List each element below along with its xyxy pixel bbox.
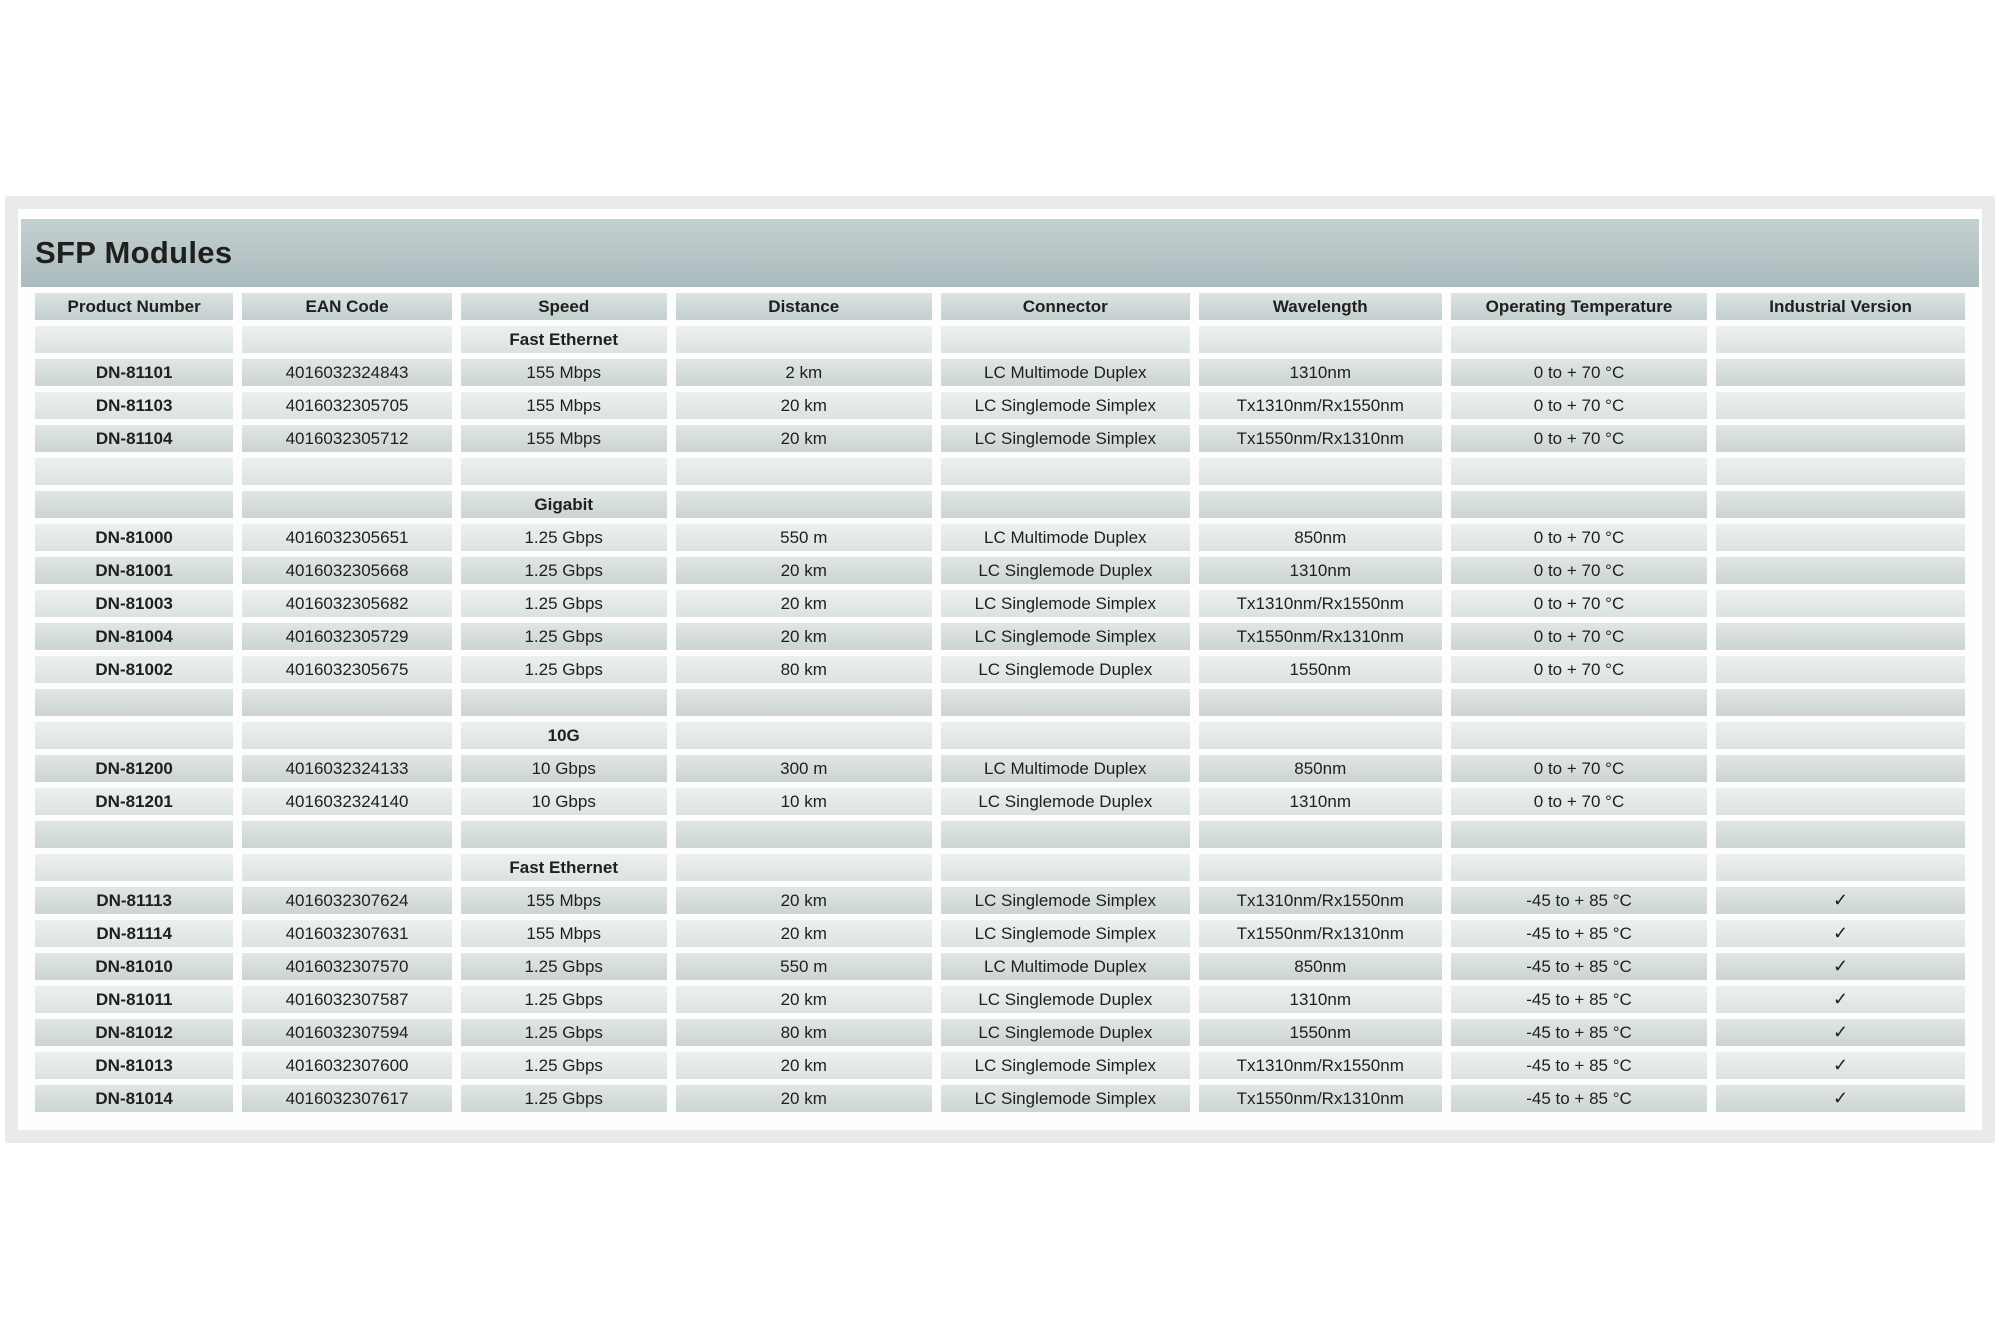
section-empty-cell — [242, 722, 452, 749]
cell-industrial-version — [1716, 788, 1965, 815]
cell-distance: 80 km — [676, 1019, 932, 1046]
cell-product-number: DN-81002 — [35, 656, 233, 683]
table-title-bar — [21, 219, 1979, 287]
section-empty-cell — [1199, 722, 1442, 749]
cell-product-number: DN-81003 — [35, 590, 233, 617]
cell-speed: 10 Gbps — [461, 788, 667, 815]
spacer-cell — [941, 458, 1190, 485]
check-icon: ✓ — [1833, 989, 1849, 1009]
column-header-speed: Speed — [461, 293, 667, 320]
cell-industrial-version — [1716, 392, 1965, 419]
spacer-cell — [676, 458, 932, 485]
cell-operating-temperature: 0 to + 70 °C — [1451, 392, 1707, 419]
cell-ean-code: 4016032307617 — [242, 1085, 452, 1112]
cell-product-number: DN-81013 — [35, 1052, 233, 1079]
cell-operating-temperature: -45 to + 85 °C — [1451, 887, 1707, 914]
section-row — [35, 491, 1965, 518]
cell-operating-temperature: 0 to + 70 °C — [1451, 590, 1707, 617]
cell-industrial-version — [1716, 1052, 1965, 1079]
check-icon: ✓ — [1833, 890, 1849, 910]
check-icon: ✓ — [1833, 956, 1849, 976]
column-header-wavelength: Wavelength — [1199, 293, 1442, 320]
cell-wavelength: Tx1310nm/Rx1550nm — [1199, 590, 1442, 617]
content-frame — [5, 196, 1995, 1143]
cell-connector: LC Singlemode Duplex — [941, 656, 1190, 683]
product-row — [35, 788, 1965, 815]
spacer-cell — [242, 821, 452, 848]
section-label: Gigabit — [461, 491, 667, 518]
check-icon: ✓ — [1833, 1022, 1849, 1042]
cell-connector: LC Singlemode Simplex — [941, 887, 1190, 914]
section-empty-cell — [1199, 326, 1442, 353]
cell-speed: 155 Mbps — [461, 392, 667, 419]
product-row — [35, 920, 1965, 947]
cell-industrial-version — [1716, 953, 1965, 980]
section-empty-cell — [941, 854, 1190, 881]
spacer-cell — [35, 821, 233, 848]
cell-distance: 20 km — [676, 1052, 932, 1079]
section-empty-cell — [941, 722, 1190, 749]
cell-connector: LC Singlemode Simplex — [941, 1052, 1190, 1079]
cell-distance: 20 km — [676, 1085, 932, 1112]
spacer-cell — [242, 689, 452, 716]
product-row — [35, 755, 1965, 782]
product-row — [35, 656, 1965, 683]
spacer-cell — [35, 458, 233, 485]
cell-speed: 1.25 Gbps — [461, 623, 667, 650]
cell-industrial-version — [1716, 524, 1965, 551]
cell-industrial-version — [1716, 1019, 1965, 1046]
product-row — [35, 623, 1965, 650]
cell-industrial-version — [1716, 887, 1965, 914]
column-header-connector: Connector — [941, 293, 1190, 320]
cell-wavelength: Tx1550nm/Rx1310nm — [1199, 920, 1442, 947]
section-empty-cell — [242, 326, 452, 353]
cell-connector: LC Singlemode Duplex — [941, 788, 1190, 815]
cell-industrial-version — [1716, 920, 1965, 947]
product-row — [35, 425, 1965, 452]
cell-ean-code: 4016032307570 — [242, 953, 452, 980]
section-empty-cell — [1451, 491, 1707, 518]
cell-distance: 550 m — [676, 524, 932, 551]
column-header-operating-temperature: Operating Temperature — [1451, 293, 1707, 320]
section-empty-cell — [1716, 491, 1965, 518]
section-empty-cell — [35, 722, 233, 749]
cell-ean-code: 4016032305705 — [242, 392, 452, 419]
section-empty-cell — [941, 326, 1190, 353]
cell-speed: 10 Gbps — [461, 755, 667, 782]
cell-distance: 10 km — [676, 788, 932, 815]
spacer-cell — [676, 821, 932, 848]
cell-connector: LC Singlemode Duplex — [941, 1019, 1190, 1046]
cell-wavelength: 1310nm — [1199, 557, 1442, 584]
section-empty-cell — [35, 491, 233, 518]
cell-operating-temperature: 0 to + 70 °C — [1451, 656, 1707, 683]
cell-distance: 2 km — [676, 359, 932, 386]
cell-ean-code: 4016032307624 — [242, 887, 452, 914]
spacer-cell — [1716, 821, 1965, 848]
cell-operating-temperature: -45 to + 85 °C — [1451, 986, 1707, 1013]
section-empty-cell — [1716, 854, 1965, 881]
cell-product-number: DN-81114 — [35, 920, 233, 947]
spacer-cell — [1716, 458, 1965, 485]
cell-industrial-version — [1716, 425, 1965, 452]
spacer-cell — [242, 458, 452, 485]
spacer-row — [35, 689, 1965, 716]
column-header-distance: Distance — [676, 293, 932, 320]
cell-speed: 1.25 Gbps — [461, 1052, 667, 1079]
cell-speed: 1.25 Gbps — [461, 986, 667, 1013]
cell-distance: 20 km — [676, 986, 932, 1013]
cell-wavelength: 1310nm — [1199, 788, 1442, 815]
product-row — [35, 359, 1965, 386]
cell-wavelength: 1550nm — [1199, 1019, 1442, 1046]
cell-distance: 20 km — [676, 623, 932, 650]
column-header-industrial-version: Industrial Version — [1716, 293, 1965, 320]
cell-product-number: DN-81010 — [35, 953, 233, 980]
section-empty-cell — [1716, 722, 1965, 749]
cell-product-number: DN-81113 — [35, 887, 233, 914]
column-header-product-number: Product Number — [35, 293, 233, 320]
cell-operating-temperature: 0 to + 70 °C — [1451, 425, 1707, 452]
cell-operating-temperature: -45 to + 85 °C — [1451, 920, 1707, 947]
cell-speed: 1.25 Gbps — [461, 590, 667, 617]
cell-speed: 1.25 Gbps — [461, 656, 667, 683]
section-row — [35, 854, 1965, 881]
section-empty-cell — [676, 722, 932, 749]
cell-distance: 80 km — [676, 656, 932, 683]
cell-wavelength: 850nm — [1199, 524, 1442, 551]
spacer-cell — [1451, 689, 1707, 716]
cell-industrial-version — [1716, 656, 1965, 683]
cell-operating-temperature: 0 to + 70 °C — [1451, 623, 1707, 650]
cell-product-number: DN-81012 — [35, 1019, 233, 1046]
cell-ean-code: 4016032324140 — [242, 788, 452, 815]
cell-connector: LC Singlemode Simplex — [941, 590, 1190, 617]
cell-industrial-version — [1716, 986, 1965, 1013]
spacer-cell — [461, 821, 667, 848]
cell-distance: 20 km — [676, 557, 932, 584]
section-empty-cell — [1451, 854, 1707, 881]
table-title: SFP Modules — [35, 235, 233, 270]
spacer-cell — [461, 689, 667, 716]
spacer-cell — [1199, 458, 1442, 485]
cell-speed: 1.25 Gbps — [461, 1019, 667, 1046]
section-empty-cell — [1716, 326, 1965, 353]
cell-product-number: DN-81001 — [35, 557, 233, 584]
table-header — [35, 293, 1965, 320]
spacer-cell — [1199, 821, 1442, 848]
cell-speed: 155 Mbps — [461, 425, 667, 452]
cell-wavelength: 850nm — [1199, 953, 1442, 980]
cell-industrial-version — [1716, 359, 1965, 386]
cell-distance: 550 m — [676, 953, 932, 980]
cell-operating-temperature: -45 to + 85 °C — [1451, 1019, 1707, 1046]
cell-connector: LC Singlemode Simplex — [941, 425, 1190, 452]
cell-speed: 155 Mbps — [461, 920, 667, 947]
cell-speed: 155 Mbps — [461, 887, 667, 914]
cell-wavelength: 1310nm — [1199, 359, 1442, 386]
cell-wavelength: 1550nm — [1199, 656, 1442, 683]
spacer-cell — [941, 821, 1190, 848]
product-row — [35, 392, 1965, 419]
section-empty-cell — [941, 491, 1190, 518]
cell-distance: 20 km — [676, 590, 932, 617]
product-row — [35, 557, 1965, 584]
cell-industrial-version — [1716, 590, 1965, 617]
table-body — [35, 326, 1965, 1112]
cell-connector: LC Multimode Duplex — [941, 953, 1190, 980]
cell-wavelength: Tx1310nm/Rx1550nm — [1199, 392, 1442, 419]
cell-ean-code: 4016032324843 — [242, 359, 452, 386]
product-row — [35, 1019, 1965, 1046]
spacer-cell — [941, 689, 1190, 716]
cell-ean-code: 4016032305651 — [242, 524, 452, 551]
cell-connector: LC Singlemode Simplex — [941, 920, 1190, 947]
cell-ean-code: 4016032305712 — [242, 425, 452, 452]
cell-connector: LC Singlemode Simplex — [941, 392, 1190, 419]
cell-operating-temperature: -45 to + 85 °C — [1451, 1085, 1707, 1112]
spacer-cell — [1451, 821, 1707, 848]
product-row — [35, 524, 1965, 551]
cell-industrial-version — [1716, 1085, 1965, 1112]
cell-wavelength: 1310nm — [1199, 986, 1442, 1013]
section-empty-cell — [35, 326, 233, 353]
cell-wavelength: Tx1310nm/Rx1550nm — [1199, 1052, 1442, 1079]
section-empty-cell — [35, 854, 233, 881]
cell-distance: 20 km — [676, 920, 932, 947]
spacer-cell — [1716, 689, 1965, 716]
column-header-ean-code: EAN Code — [242, 293, 452, 320]
cell-industrial-version — [1716, 557, 1965, 584]
cell-connector: LC Singlemode Simplex — [941, 1085, 1190, 1112]
cell-ean-code: 4016032324133 — [242, 755, 452, 782]
section-label: 10G — [461, 722, 667, 749]
cell-product-number: DN-81103 — [35, 392, 233, 419]
cell-connector: LC Multimode Duplex — [941, 359, 1190, 386]
cell-industrial-version — [1716, 755, 1965, 782]
cell-speed: 1.25 Gbps — [461, 557, 667, 584]
cell-ean-code: 4016032307594 — [242, 1019, 452, 1046]
cell-distance: 20 km — [676, 887, 932, 914]
section-empty-cell — [1199, 491, 1442, 518]
cell-product-number: DN-81101 — [35, 359, 233, 386]
spacer-cell — [676, 689, 932, 716]
check-icon: ✓ — [1833, 1055, 1849, 1075]
cell-industrial-version — [1716, 623, 1965, 650]
cell-ean-code: 4016032305682 — [242, 590, 452, 617]
section-empty-cell — [1199, 854, 1442, 881]
section-empty-cell — [1451, 326, 1707, 353]
section-label: Fast Ethernet — [461, 326, 667, 353]
cell-distance: 20 km — [676, 392, 932, 419]
cell-ean-code: 4016032305675 — [242, 656, 452, 683]
cell-distance: 20 km — [676, 425, 932, 452]
cell-operating-temperature: 0 to + 70 °C — [1451, 524, 1707, 551]
cell-product-number: DN-81200 — [35, 755, 233, 782]
cell-wavelength: 850nm — [1199, 755, 1442, 782]
cell-connector: LC Multimode Duplex — [941, 524, 1190, 551]
cell-operating-temperature: 0 to + 70 °C — [1451, 359, 1707, 386]
sfp-modules-table — [26, 287, 1974, 1118]
spacer-row — [35, 821, 1965, 848]
cell-speed: 1.25 Gbps — [461, 524, 667, 551]
cell-operating-temperature: 0 to + 70 °C — [1451, 557, 1707, 584]
product-row — [35, 1085, 1965, 1112]
cell-ean-code: 4016032307631 — [242, 920, 452, 947]
section-empty-cell — [242, 854, 452, 881]
product-row — [35, 590, 1965, 617]
section-empty-cell — [676, 854, 932, 881]
cell-product-number: DN-81104 — [35, 425, 233, 452]
section-row — [35, 326, 1965, 353]
section-empty-cell — [676, 491, 932, 518]
product-row — [35, 887, 1965, 914]
cell-operating-temperature: 0 to + 70 °C — [1451, 755, 1707, 782]
cell-distance: 300 m — [676, 755, 932, 782]
cell-connector: LC Singlemode Duplex — [941, 557, 1190, 584]
cell-speed: 1.25 Gbps — [461, 953, 667, 980]
cell-operating-temperature: -45 to + 85 °C — [1451, 953, 1707, 980]
cell-product-number: DN-81014 — [35, 1085, 233, 1112]
cell-speed: 1.25 Gbps — [461, 1085, 667, 1112]
cell-connector: LC Singlemode Duplex — [941, 986, 1190, 1013]
cell-ean-code: 4016032305668 — [242, 557, 452, 584]
datasheet-panel — [18, 209, 1982, 1130]
cell-operating-temperature: -45 to + 85 °C — [1451, 1052, 1707, 1079]
cell-wavelength: Tx1310nm/Rx1550nm — [1199, 887, 1442, 914]
section-empty-cell — [1451, 722, 1707, 749]
header-row — [35, 293, 1965, 320]
check-icon: ✓ — [1833, 923, 1849, 943]
cell-ean-code: 4016032307587 — [242, 986, 452, 1013]
section-empty-cell — [242, 491, 452, 518]
cell-wavelength: Tx1550nm/Rx1310nm — [1199, 425, 1442, 452]
spacer-cell — [35, 689, 233, 716]
cell-ean-code: 4016032305729 — [242, 623, 452, 650]
cell-product-number: DN-81000 — [35, 524, 233, 551]
cell-ean-code: 4016032307600 — [242, 1052, 452, 1079]
check-icon: ✓ — [1833, 1088, 1849, 1108]
cell-connector: LC Singlemode Simplex — [941, 623, 1190, 650]
cell-connector: LC Multimode Duplex — [941, 755, 1190, 782]
cell-wavelength: Tx1550nm/Rx1310nm — [1199, 623, 1442, 650]
cell-wavelength: Tx1550nm/Rx1310nm — [1199, 1085, 1442, 1112]
cell-product-number: DN-81011 — [35, 986, 233, 1013]
product-row — [35, 953, 1965, 980]
cell-product-number: DN-81201 — [35, 788, 233, 815]
cell-speed: 155 Mbps — [461, 359, 667, 386]
section-label: Fast Ethernet — [461, 854, 667, 881]
section-empty-cell — [676, 326, 932, 353]
product-row — [35, 1052, 1965, 1079]
cell-product-number: DN-81004 — [35, 623, 233, 650]
spacer-cell — [1199, 689, 1442, 716]
spacer-row — [35, 458, 1965, 485]
spacer-cell — [461, 458, 667, 485]
cell-operating-temperature: 0 to + 70 °C — [1451, 788, 1707, 815]
spacer-cell — [1451, 458, 1707, 485]
section-row — [35, 722, 1965, 749]
product-row — [35, 986, 1965, 1013]
